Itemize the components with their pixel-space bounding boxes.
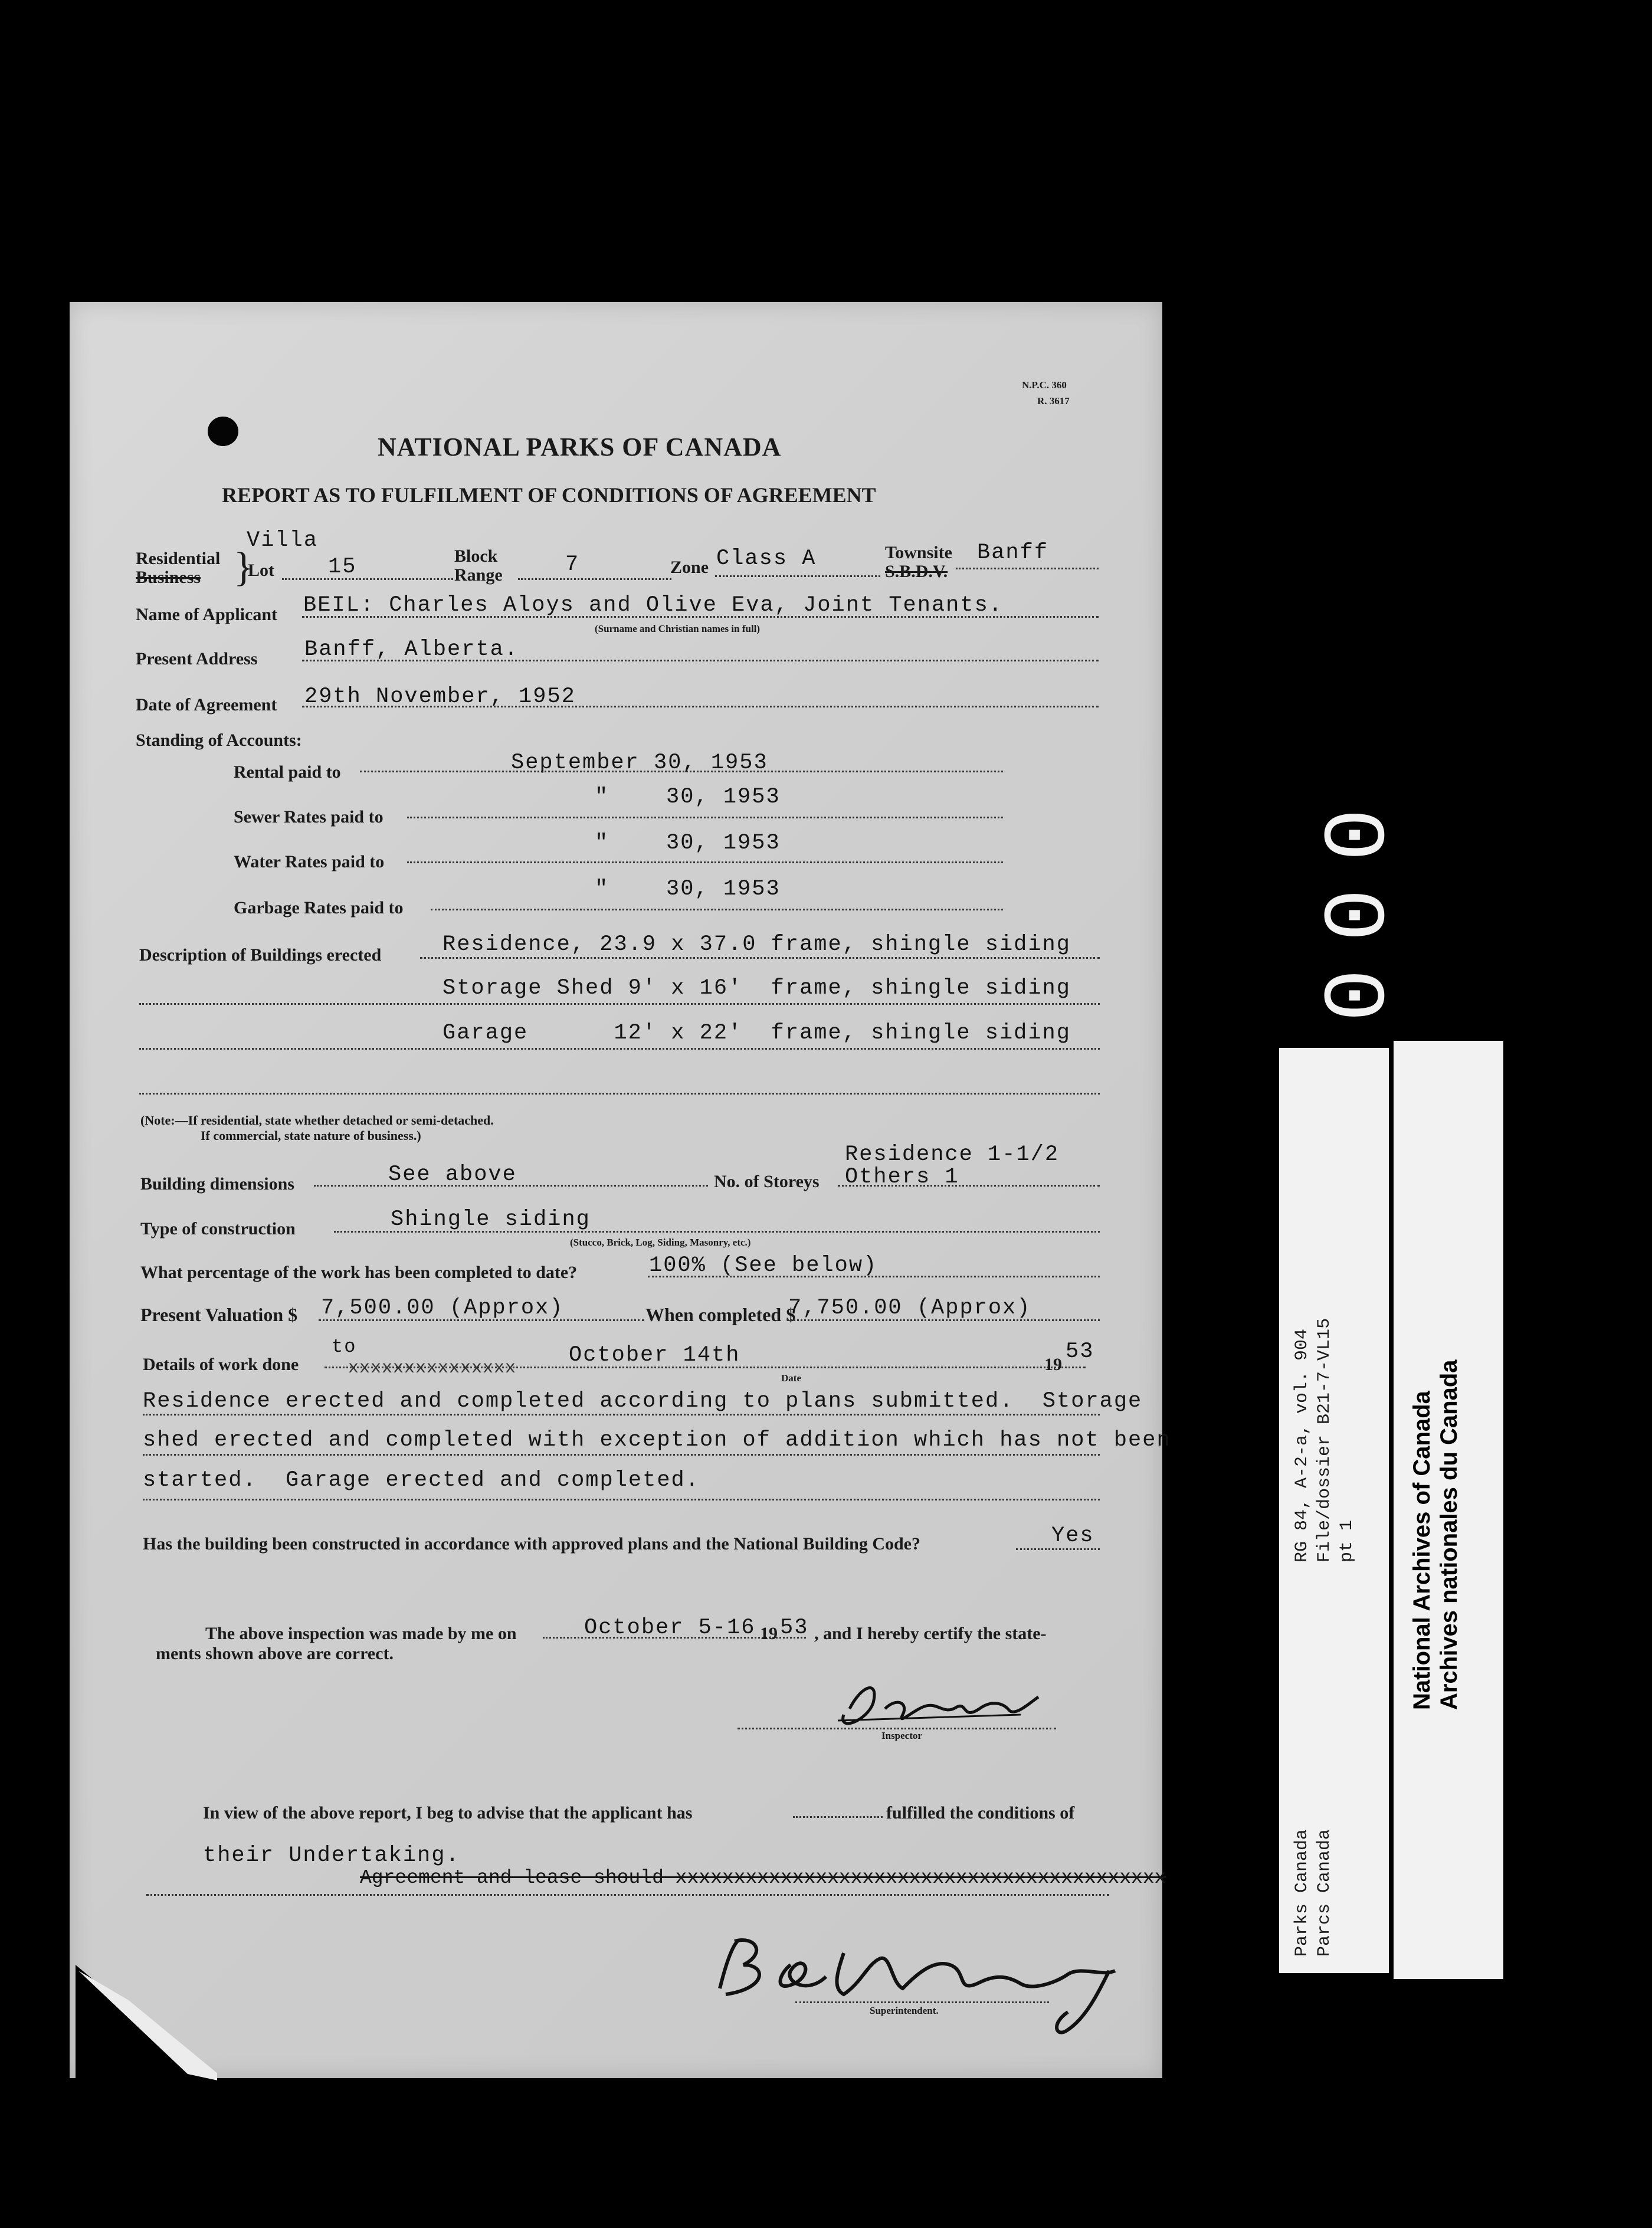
zone-line xyxy=(715,575,880,577)
reference-line-5: Parcs Canada xyxy=(1315,1829,1335,1957)
sewer-line xyxy=(407,817,1003,818)
dims-value: See above xyxy=(388,1162,517,1187)
inspection-year-prefix: 19 xyxy=(760,1624,778,1643)
villa-value: Villa xyxy=(247,528,319,553)
advise-rule xyxy=(146,1894,1109,1896)
block-line xyxy=(518,578,671,580)
rental-value: September 30, 1953 xyxy=(511,751,768,775)
bracket: } xyxy=(234,545,254,590)
lot-line xyxy=(282,578,453,580)
advise-text-1: In view of the above report, I beg to advise that the applicant has xyxy=(203,1803,693,1823)
building-2: Storage Shed 9' x 16' frame, shingle siding xyxy=(442,976,1071,1001)
sewer-value: " 30, 1953 xyxy=(595,785,781,810)
townsite-line xyxy=(956,568,1099,569)
water-line xyxy=(407,861,1003,863)
superintendent-line xyxy=(795,2001,1049,2003)
folded-corner xyxy=(76,1965,217,2083)
address-label: Present Address xyxy=(136,649,258,669)
building-line-4 xyxy=(139,1093,1100,1095)
details-struck-text: xxxxxxxxxxxxxxx xyxy=(348,1358,517,1378)
details-year-prefix: 19 xyxy=(1044,1355,1062,1374)
building-line-2 xyxy=(139,1003,1100,1005)
details-label: Details of work done xyxy=(143,1355,299,1374)
accounts-label: Standing of Accounts: xyxy=(136,730,302,750)
applicant-label: Name of Applicant xyxy=(136,605,277,624)
advise-blank-line xyxy=(793,1816,883,1818)
inspector-label: Inspector xyxy=(881,1730,922,1741)
when-completed-value: 7,750.00 (Approx) xyxy=(788,1296,1031,1321)
applicant-note: (Surname and Christian names in full) xyxy=(595,623,761,634)
building-3: Garage 12' x 22' frame, shingle siding xyxy=(442,1021,1071,1046)
zone-value: Class A xyxy=(716,546,817,571)
valuation-label: Present Valuation $ xyxy=(140,1304,298,1325)
details-line-1: Residence erected and completed according to plans submitted. Storage xyxy=(143,1389,1143,1414)
inspector-signature xyxy=(826,1673,1074,1744)
agreement-date-label: Date of Agreement xyxy=(136,695,277,715)
rental-label: Rental paid to xyxy=(234,762,341,782)
percent-value: 100% (See below) xyxy=(649,1253,878,1278)
percent-label: What percentage of the work has been completed to date? xyxy=(140,1263,578,1282)
lot-label: Lot xyxy=(248,561,274,580)
zone-label: Zone xyxy=(670,558,709,577)
agreement-date-value: 29th November, 1952 xyxy=(304,684,576,709)
inspection-year: 53 xyxy=(780,1616,809,1640)
reference-line-3: pt 1 xyxy=(1337,1519,1357,1562)
details-date: October 14th xyxy=(569,1343,740,1368)
advise-value: their Undertaking. xyxy=(203,1843,460,1868)
note-line-2: If commercial, state nature of business.) xyxy=(201,1128,421,1143)
details-year: 53 xyxy=(1066,1339,1094,1364)
townsite-label: Townsite xyxy=(885,543,952,562)
archives-tag xyxy=(1394,1041,1503,1979)
inspection-text-1: The above inspection was made by me on xyxy=(205,1624,517,1643)
superintendent-label: Superintendent. xyxy=(870,2005,939,2016)
form-subtitle: REPORT AS TO FULFILMENT OF CONDITIONS OF AGREEMENT xyxy=(222,483,876,507)
punch-hole xyxy=(208,417,238,446)
buildings-label: Description of Buildings erected xyxy=(139,945,382,965)
building-1: Residence, 23.9 x 37.0 frame, shingle siding xyxy=(442,932,1071,957)
date-caption: Date xyxy=(781,1372,801,1384)
storeys-label: No. of Storeys xyxy=(714,1172,820,1191)
dims-label: Building dimensions xyxy=(140,1174,294,1194)
inspection-text-3: ments shown above are correct. xyxy=(156,1644,394,1663)
strike-line: Agreement and lease should xxxxxxxxxxxxxxxxxxxxxxxxxxxxxxxxxxxxxxxxxx xyxy=(360,1867,1166,1889)
reference-line-4: Parks Canada xyxy=(1292,1829,1312,1957)
block-value: 7 xyxy=(565,552,580,577)
archives-name-fr: Archives nationales du Canada xyxy=(1436,1359,1462,1710)
details-line-3: started. Garage erected and completed. xyxy=(143,1468,700,1493)
building-line-1 xyxy=(420,957,1100,959)
water-value: " 30, 1953 xyxy=(595,831,781,856)
note-line-1: (Note:—If residential, state whether detached or semi-detached. xyxy=(140,1113,494,1128)
garbage-line xyxy=(431,909,1003,910)
details-rule-3 xyxy=(143,1499,1100,1500)
block-label: Block xyxy=(454,546,498,566)
code-question: Has the building been constructed in accordance with approved plans and the National Building Code? xyxy=(143,1534,920,1554)
construction-value: Shingle siding xyxy=(391,1207,591,1232)
townsite-value: Banff xyxy=(977,540,1049,565)
reference-line-1: RG 84, A-2-a, vol. 904 xyxy=(1292,1328,1312,1562)
form-title: NATIONAL PARKS OF CANADA xyxy=(378,433,782,461)
inspection-text-2: , and I hereby certify the state- xyxy=(814,1624,1047,1643)
reference-tag xyxy=(1279,1048,1389,1973)
when-completed-label: When completed $ xyxy=(645,1304,796,1325)
code-answer: Yes xyxy=(1051,1523,1094,1548)
inspection-date: October 5-16 xyxy=(584,1616,756,1640)
details-to: to xyxy=(332,1336,357,1358)
subdivision-label: S.B.D.V. xyxy=(885,562,948,581)
range-label: Range xyxy=(454,565,503,585)
superintendent-signature xyxy=(702,1918,1162,2042)
storeys-residence: Residence 1-1/2 xyxy=(845,1142,1060,1167)
construction-note: (Stucco, Brick, Log, Siding, Masonry, etc.) xyxy=(570,1237,751,1248)
reference-line-2: File/dossier B21-7-VL15 xyxy=(1315,1318,1335,1562)
details-line-2: shed erected and completed with exception of addition which has not been xyxy=(143,1428,1171,1453)
valuation-value: 7,500.00 (Approx) xyxy=(321,1296,564,1321)
code-answer-line xyxy=(1016,1548,1100,1550)
construction-label: Type of construction xyxy=(140,1219,296,1238)
lot-value: 15 xyxy=(328,555,357,579)
inspector-line xyxy=(738,1728,1056,1729)
storeys-others: Others 1 xyxy=(845,1165,959,1190)
sewer-label: Sewer Rates paid to xyxy=(234,807,384,827)
form-code-2: R. 3617 xyxy=(1037,395,1070,407)
business-label: Business xyxy=(136,568,201,587)
details-rule-1 xyxy=(143,1414,1100,1416)
water-label: Water Rates paid to xyxy=(234,852,385,871)
details-rule-2 xyxy=(143,1454,1100,1456)
building-line-3 xyxy=(139,1048,1100,1050)
garbage-label: Garbage Rates paid to xyxy=(234,898,404,918)
archives-name-en: National Archives of Canada xyxy=(1409,1391,1435,1710)
residential-label: Residential xyxy=(136,549,221,568)
form-code-1: N.P.C. 360 xyxy=(1022,379,1067,391)
applicant-value: BEIL: Charles Aloys and Olive Eva, Joint Tenants. xyxy=(303,593,1003,618)
address-value: Banff, Alberta. xyxy=(304,637,519,662)
garbage-value: " 30, 1953 xyxy=(595,877,781,902)
advise-text-2: fulfilled the conditions of xyxy=(886,1803,1075,1823)
